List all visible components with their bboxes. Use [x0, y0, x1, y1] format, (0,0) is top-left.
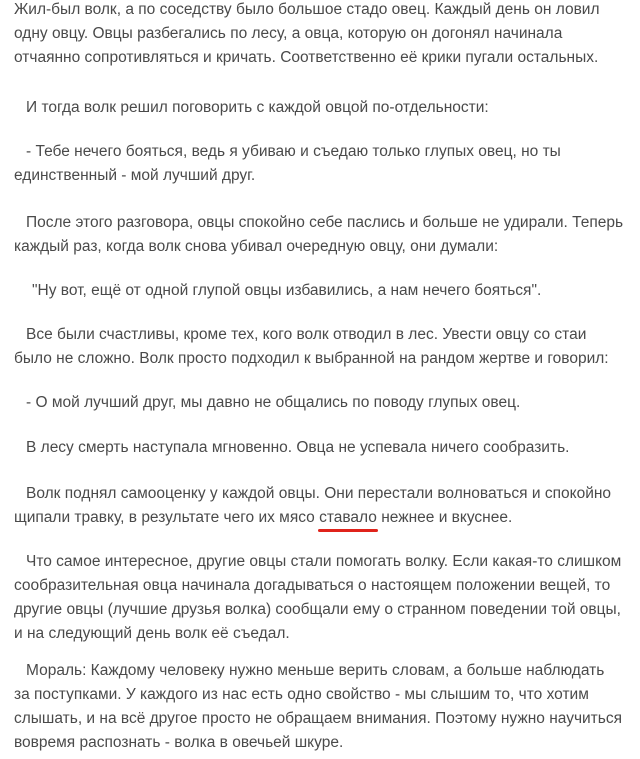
- paragraph-intro: [14, 0, 630, 70]
- text-line: вовремя распознать - волка в овечьей шкуре.: [14, 734, 344, 751]
- text-line: Мораль: Каждому человеку нужно меньше верить словам, а больше наблюдать: [26, 662, 605, 679]
- underlined-word-text: ставало: [319, 509, 377, 526]
- text-fragment: нежнее и вкуснее.: [376, 509, 513, 526]
- paragraph-other-sheep: [14, 550, 630, 646]
- paragraph-sheep-thoughts: [14, 279, 640, 303]
- text-line: Жил-был волк, а по соседству было большое стадо овец. Каждый день он ловил: [14, 1, 600, 18]
- text-line: и на следующий день волк её съедал.: [14, 625, 290, 642]
- text-line: Волк поднял самооценку у каждой овцы. Они перестали волноваться и спокойно: [26, 485, 612, 502]
- text-line: другие овцы (лучшие друзья волка) сообщали ему о странном поведении той овцы,: [14, 601, 621, 618]
- red-underline-mark: [318, 529, 378, 532]
- text-line: единственный - мой лучший друг.: [14, 167, 256, 184]
- text-line: - О мой лучший друг, мы давно не общались по поводу глупых овец.: [26, 394, 521, 411]
- paragraph-decision: [14, 96, 640, 120]
- text-line: слышать, и на всё другое просто не обращаем внимания. Поэтому нужно научиться: [14, 710, 623, 727]
- text-line: было не сложно. Волк просто подходил к выбранной на рандом жертве и говорил:: [14, 350, 609, 367]
- text-line: Все были счастливы, кроме тех, кого волк отводил в лес. Увести овцу со стаи: [26, 326, 587, 343]
- text-fragment: щипали травку, в результате чего их мясо: [14, 509, 320, 526]
- text-line: одну овцу. Овцы разбегались по лесу, а овца, которую он догонял начинала: [14, 25, 563, 42]
- paragraph-everyone-happy: [14, 323, 630, 371]
- text-line: отчаянно сопротивляться и кричать. Соответственно её крики пугали остальных.: [14, 49, 599, 66]
- text-line: После этого разговора, овцы спокойно себе паслись и больше не удирали. Теперь: [26, 214, 624, 231]
- text-line: В лесу смерть наступала мгновенно. Овца не успевала ничего сообразить.: [26, 439, 570, 456]
- paragraph-best-friend: [14, 391, 640, 415]
- paragraph-self-esteem: [14, 482, 630, 530]
- text-line: сообразительная овца начинала догадываться о настоящем положении вещей, то: [14, 577, 611, 594]
- text-line: И тогда волк решил поговорить с каждой овцой по-отдельности:: [26, 99, 489, 116]
- underlined-word: [319, 509, 377, 526]
- text-line: за поступками. У каждого из нас есть одно свойство - мы слышим то, что хотим: [14, 686, 589, 703]
- paragraph-wolf-speech: [14, 140, 630, 188]
- text-line: - Тебе нечего бояться, ведь я убиваю и съедаю только глупых овец, но ты: [26, 143, 561, 160]
- text-line: каждый раз, когда волк снова убивал очередную овцу, они думали:: [14, 238, 499, 255]
- paragraph-moral: [14, 659, 630, 755]
- text-line: "Ну вот, ещё от одной глупой овцы избавились, а нам нечего бояться".: [32, 282, 542, 299]
- paragraph-forest: [14, 436, 640, 460]
- text-line: Что самое интересное, другие овцы стали помогать волку. Если какая-то слишком: [26, 553, 622, 570]
- text-line: [14, 506, 630, 530]
- paragraph-after-talk: [14, 211, 630, 259]
